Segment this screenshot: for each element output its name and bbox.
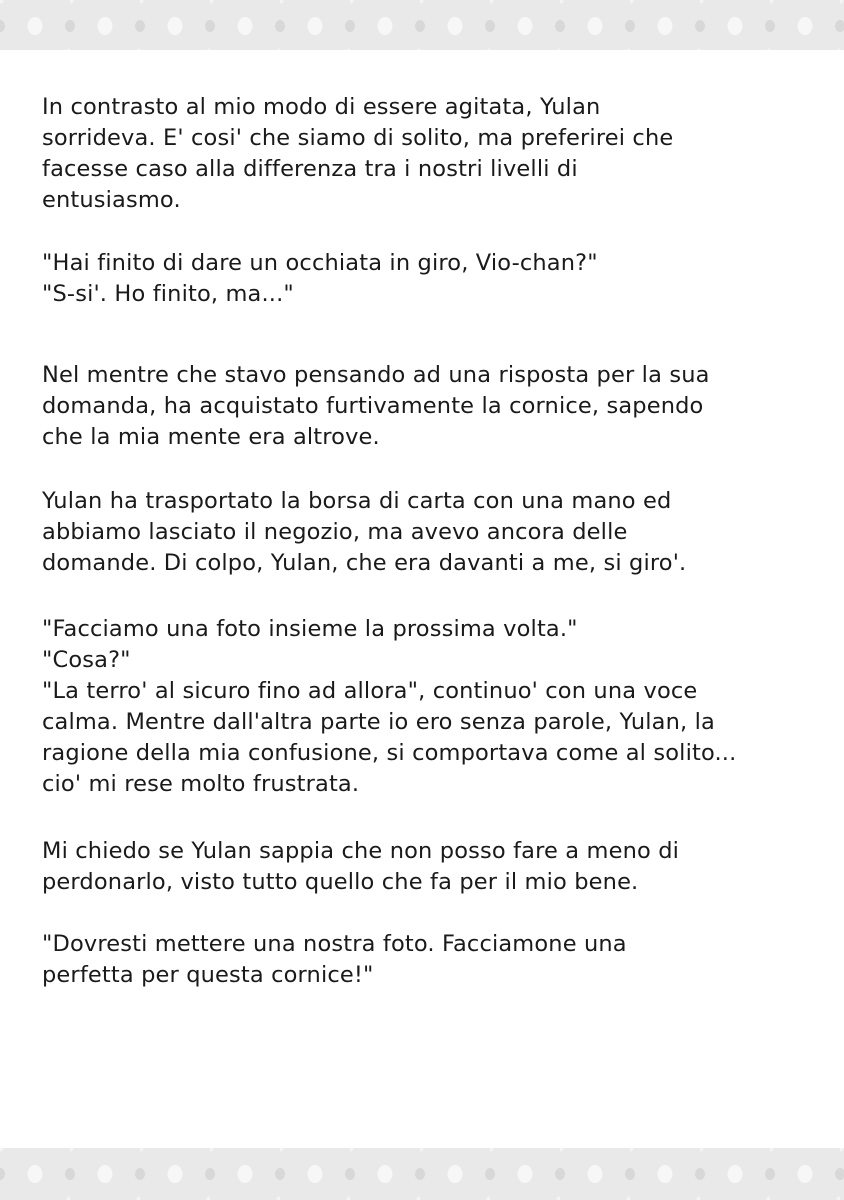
paragraph-6: Mi chiedo se Yulan sappia che non posso fare a meno di perdonarlo, visto tutto quello che fa per il mio bene. [42,838,680,895]
paragraph-7: "Dovresti mettere una nostra foto. Facciamone una perfetta per questa cornice!" [42,931,627,988]
paragraph-5: "Facciamo una foto insieme la prossima volta." "Cosa?" "La terro' al sicuro fino ad allora", continuo' con una voce calma. Mentre dall'altra parte io ero senza parole, Yulan, la ragione della mia confusione, si comportava come al solito... cio' mi rese molto frustrata. [42,616,737,797]
paragraph-1: In contrasto al mio modo di essere agitata, Yulan sorrideva. E' cosi' che siamo di solito, ma preferirei che facesse caso alla differenza tra i nostri livelli di entusiasmo. [42,94,674,213]
decorative-border-top [0,0,844,50]
paragraph-4: Yulan ha trasportato la borsa di carta con una mano ed abbiamo lasciato il negozio, ma avevo ancora delle domande. Di colpo, Yulan, che era davanti a me, si giro'. [42,488,687,576]
page-text [42,92,812,1021]
paragraph-3: Nel mentre che stavo pensando ad una risposta per la sua domanda, ha acquistato furtivamente la cornice, sapendo che la mia mente era altrove. [42,362,710,450]
decorative-border-bottom [0,1148,844,1200]
paragraph-2: "Hai finito di dare un occhiata in giro, Vio-chan?" "S-si'. Ho finito, ma..." [42,250,598,307]
